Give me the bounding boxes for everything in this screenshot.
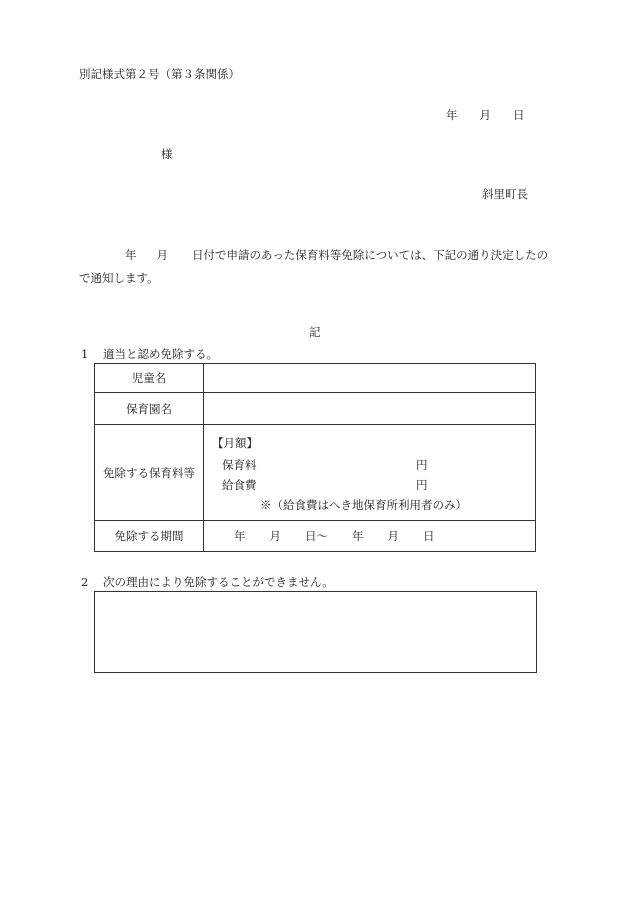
nursery-name-field[interactable] bbox=[204, 393, 536, 425]
period-start-year: 年 bbox=[234, 529, 246, 543]
exempt-fee-label: 免除する保育料等 bbox=[95, 425, 204, 521]
date-day: 日 bbox=[513, 108, 525, 122]
childcare-fee-unit: 円 bbox=[416, 458, 428, 472]
table-row bbox=[95, 393, 536, 425]
notice-body bbox=[79, 244, 557, 290]
exempt-period-field[interactable] bbox=[204, 521, 536, 552]
ki-heading: 記 bbox=[309, 325, 321, 339]
meal-fee-unit: 円 bbox=[416, 478, 428, 492]
period-start-day: 日〜 bbox=[305, 529, 328, 543]
addressee: 様 bbox=[161, 147, 173, 161]
date-year: 年 bbox=[446, 108, 458, 122]
nursery-name-label: 保育園名 bbox=[95, 393, 204, 425]
exempt-fee-cell bbox=[204, 425, 536, 521]
date-month: 月 bbox=[479, 108, 491, 122]
body-text: 日付で申請のあった保育料等免除については、下記の通り決定したので通知します。 bbox=[79, 248, 549, 285]
monthly-heading: 【月額】 bbox=[212, 436, 258, 450]
period-end-day: 日 bbox=[423, 529, 435, 543]
section2-number: 2 bbox=[81, 575, 89, 589]
exempt-period-label: 免除する期間 bbox=[95, 521, 204, 552]
section1-heading bbox=[81, 346, 218, 362]
table-row bbox=[95, 425, 536, 521]
section2-title: 次の理由により免除することができません。 bbox=[103, 575, 334, 589]
childcare-fee-label: 保育料 bbox=[222, 458, 257, 472]
table-row bbox=[95, 364, 536, 393]
form-number: 別記様式第２号（第３条関係） bbox=[79, 67, 240, 81]
section1-number: 1 bbox=[81, 347, 89, 361]
section2-heading bbox=[81, 574, 334, 590]
reason-field[interactable] bbox=[94, 591, 537, 673]
period-end-month: 月 bbox=[387, 529, 399, 543]
meal-fee-note: ※（給食費はへき地保育所利用者のみ） bbox=[260, 498, 467, 512]
meal-fee-label: 給食費 bbox=[222, 478, 257, 492]
child-name-label: 児童名 bbox=[95, 364, 204, 393]
body-year: 年 bbox=[125, 248, 137, 262]
issue-date bbox=[446, 107, 525, 123]
decision-table bbox=[94, 363, 536, 552]
section1-title: 適当と認め免除する。 bbox=[103, 347, 218, 361]
period-end-year: 年 bbox=[352, 529, 364, 543]
table-row bbox=[95, 521, 536, 552]
issuer: 斜里町長 bbox=[482, 187, 528, 201]
child-name-field[interactable] bbox=[204, 364, 536, 393]
body-month: 月 bbox=[156, 248, 168, 262]
period-start-month: 月 bbox=[269, 529, 281, 543]
